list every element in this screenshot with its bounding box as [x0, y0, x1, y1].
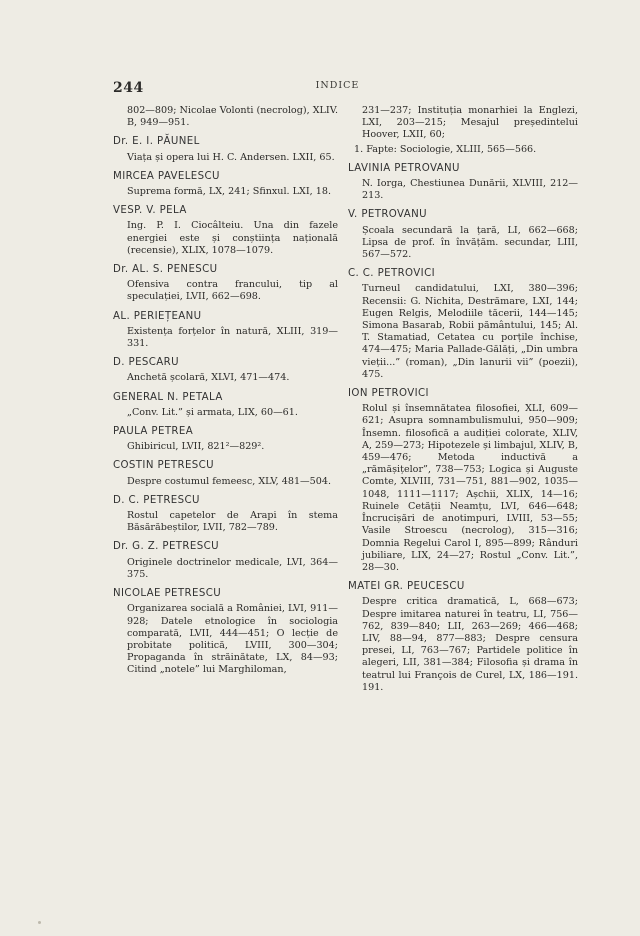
- index-entry: [113, 541, 338, 581]
- index-column-right: [348, 105, 578, 701]
- index-entry: [348, 105, 578, 142]
- author-name: Dr. E. I. PĂUNEL: [113, 136, 200, 148]
- works-list: Existența forțelor în natură, XLIII, 319—331.: [127, 325, 338, 350]
- author-name: MIRCEA PAVELESCU: [113, 170, 220, 182]
- index-entry: [113, 588, 338, 676]
- index-entry: [348, 163, 578, 203]
- index-entry: [113, 392, 338, 419]
- author-name: MATEI GR. PEUCESCU: [348, 581, 465, 593]
- works-list: „Conv. Lit.” și armata, LIX, 60—61.: [127, 406, 298, 418]
- works-list: Rolul și însemnătatea filosofiei, XLI, 609—621; Asupra somnambulismului, 950—909; Însemn. filosofică a audiției colorate, XLIV, A, 259—273; Hipotezele și limbajul, XLIV, B, 459—476; Metoda inductivă a „rămășițelor”, 738—753; Logica și Auguste Comte, XLVIII, 731—751, 881—902, 1035—1048, 1111—1117; Așchii, XLIX, 14—16; Ruinele Cetății Neamțu, LVI, 646—648; Încrucișări de anotimpuri, LVIII, 53—55; Vasile Stroescu (necrolog), 315—316; Domnia Regelui Carol I, 895—899; Rânduri jubiliare, LIX, 24—27; Rostul „Conv. Lit.”, 28—30.: [362, 403, 578, 573]
- works-list: Rostul capetelor de Arapi în stema Băsărăbeștilor, LVII, 782—789.: [127, 510, 338, 534]
- author-name: Dr. G. Z. PETRESCU: [113, 541, 219, 553]
- works-list: Ofensiva contra francului, tip al speculației, LVII, 662—698.: [127, 279, 338, 303]
- works-list: Anchetă școlară, XLVI, 471—474.: [127, 372, 290, 384]
- index-entry: [348, 388, 578, 574]
- author-name: LAVINIA PETROVANU: [348, 162, 460, 174]
- index-entry: [113, 205, 338, 257]
- works-list: Suprema formă, LX, 241; Sfinxul. LXI, 18.: [127, 186, 331, 198]
- author-name: NICOLAE PETRESCU: [113, 588, 222, 600]
- works-list: Școala secundară la țară, LI, 662—668; Lipsa de prof. în învățăm. secundar, LIII, 567—572.: [362, 224, 578, 261]
- index-entry: [113, 136, 338, 163]
- index-entry: [113, 426, 338, 453]
- works-list: Turneul candidatului, LXI, 380—396; Recensii: G. Nichita, Destrămare, LXI, 144; Eugen Relgis, Melodiile tăcerii, 144—145; Simona Basarab, Robii pământului, 145; Al. T. Stamatiad, Cetatea cu porțile închise, 474—475; Maria Pallade-Gălăți, „Din umbra vieții...” (roman), „Din lanurii vii” (poezii), 475.: [362, 283, 578, 380]
- author-name: VESP. V. PELA: [113, 205, 187, 217]
- author-name: AL. PERIEȚEANU: [113, 310, 202, 322]
- index-entry: [113, 171, 338, 198]
- author-name: Dr. AL. S. PENESCU: [113, 264, 218, 276]
- index-entry: [113, 105, 338, 129]
- author-name: GENERAL N. PETALA: [113, 391, 223, 403]
- author-name: D. C. PETRESCU: [113, 494, 200, 506]
- index-entry: [113, 460, 338, 487]
- works-list: Organizarea socială a României, LVI, 911—928; Datele etnologice în sociologia comparată, LVII, 444—451; O lecție de probitate politică, LVIII, 300—304; Propaganda în străinătate, LX, 84—93; Citind „notele” lui Marghiloman,: [127, 603, 338, 676]
- author-name: V. PETROVANU: [348, 209, 428, 221]
- index-entry: [113, 311, 338, 351]
- works-list: Despre costumul femeesc, XLV, 481—504.: [127, 475, 332, 487]
- index-entry: [348, 581, 578, 694]
- author-name: ION PETROVICI: [348, 388, 429, 400]
- page-number: 244: [113, 80, 144, 96]
- author-name: D. PESCARU: [113, 357, 179, 369]
- works-list: Despre critica dramatică, L, 668—673; Despre imitarea naturei în teatru, LI, 756—762, 839—840; LII, 263—269; 466—468; LIV, 88—94, 877—883; Despre censura presei, LI, 763—767; Partidele politice în alegeri, LII, 381—384; Filosofia și drama în teatrul lui François de Curel, LX, 186—191. 191.: [362, 596, 578, 693]
- index-entry: [113, 264, 338, 304]
- index-entry: [348, 209, 578, 261]
- index-entry: [348, 144, 578, 156]
- works-list: 1. Fapte: Sociologie, XLIII, 565—566.: [354, 143, 537, 155]
- works-list: 802—809; Nicolae Volonti (necrolog), XLIV. B, 949—951.: [127, 105, 338, 129]
- works-list: Ghibiricul, LVII, 821²—829².: [127, 441, 265, 453]
- works-list: 231—237; Instituția monarhiei la Englezi, LXI, 203—215; Mesajul președintelui Hoover, LXII, 60;: [362, 105, 578, 141]
- author-name: C. C. PETROVICI: [348, 268, 435, 280]
- works-list: Viața și opera lui H. C. Andersen. LXII, 65.: [127, 151, 335, 163]
- index-entry: [113, 495, 338, 535]
- works-list: N. Iorga, Chestiunea Dunării, XLVIII, 212—213.: [362, 178, 578, 202]
- index-column-left: [113, 105, 338, 684]
- scan-speck: [38, 921, 41, 924]
- index-entry: [348, 268, 578, 381]
- index-entry: [113, 357, 338, 384]
- works-list: Ing. P. I. Ciocâlteiu. Una din fazele energiei este și conștiința națională (recensie), XLIX, 1078—1079.: [127, 220, 338, 256]
- works-list: Originele doctrinelor medicale, LVI, 364—375.: [127, 556, 338, 580]
- author-name: PAULA PETREA: [113, 426, 194, 438]
- author-name: COSTIN PETRESCU: [113, 460, 215, 472]
- running-title: INDICE: [315, 80, 360, 91]
